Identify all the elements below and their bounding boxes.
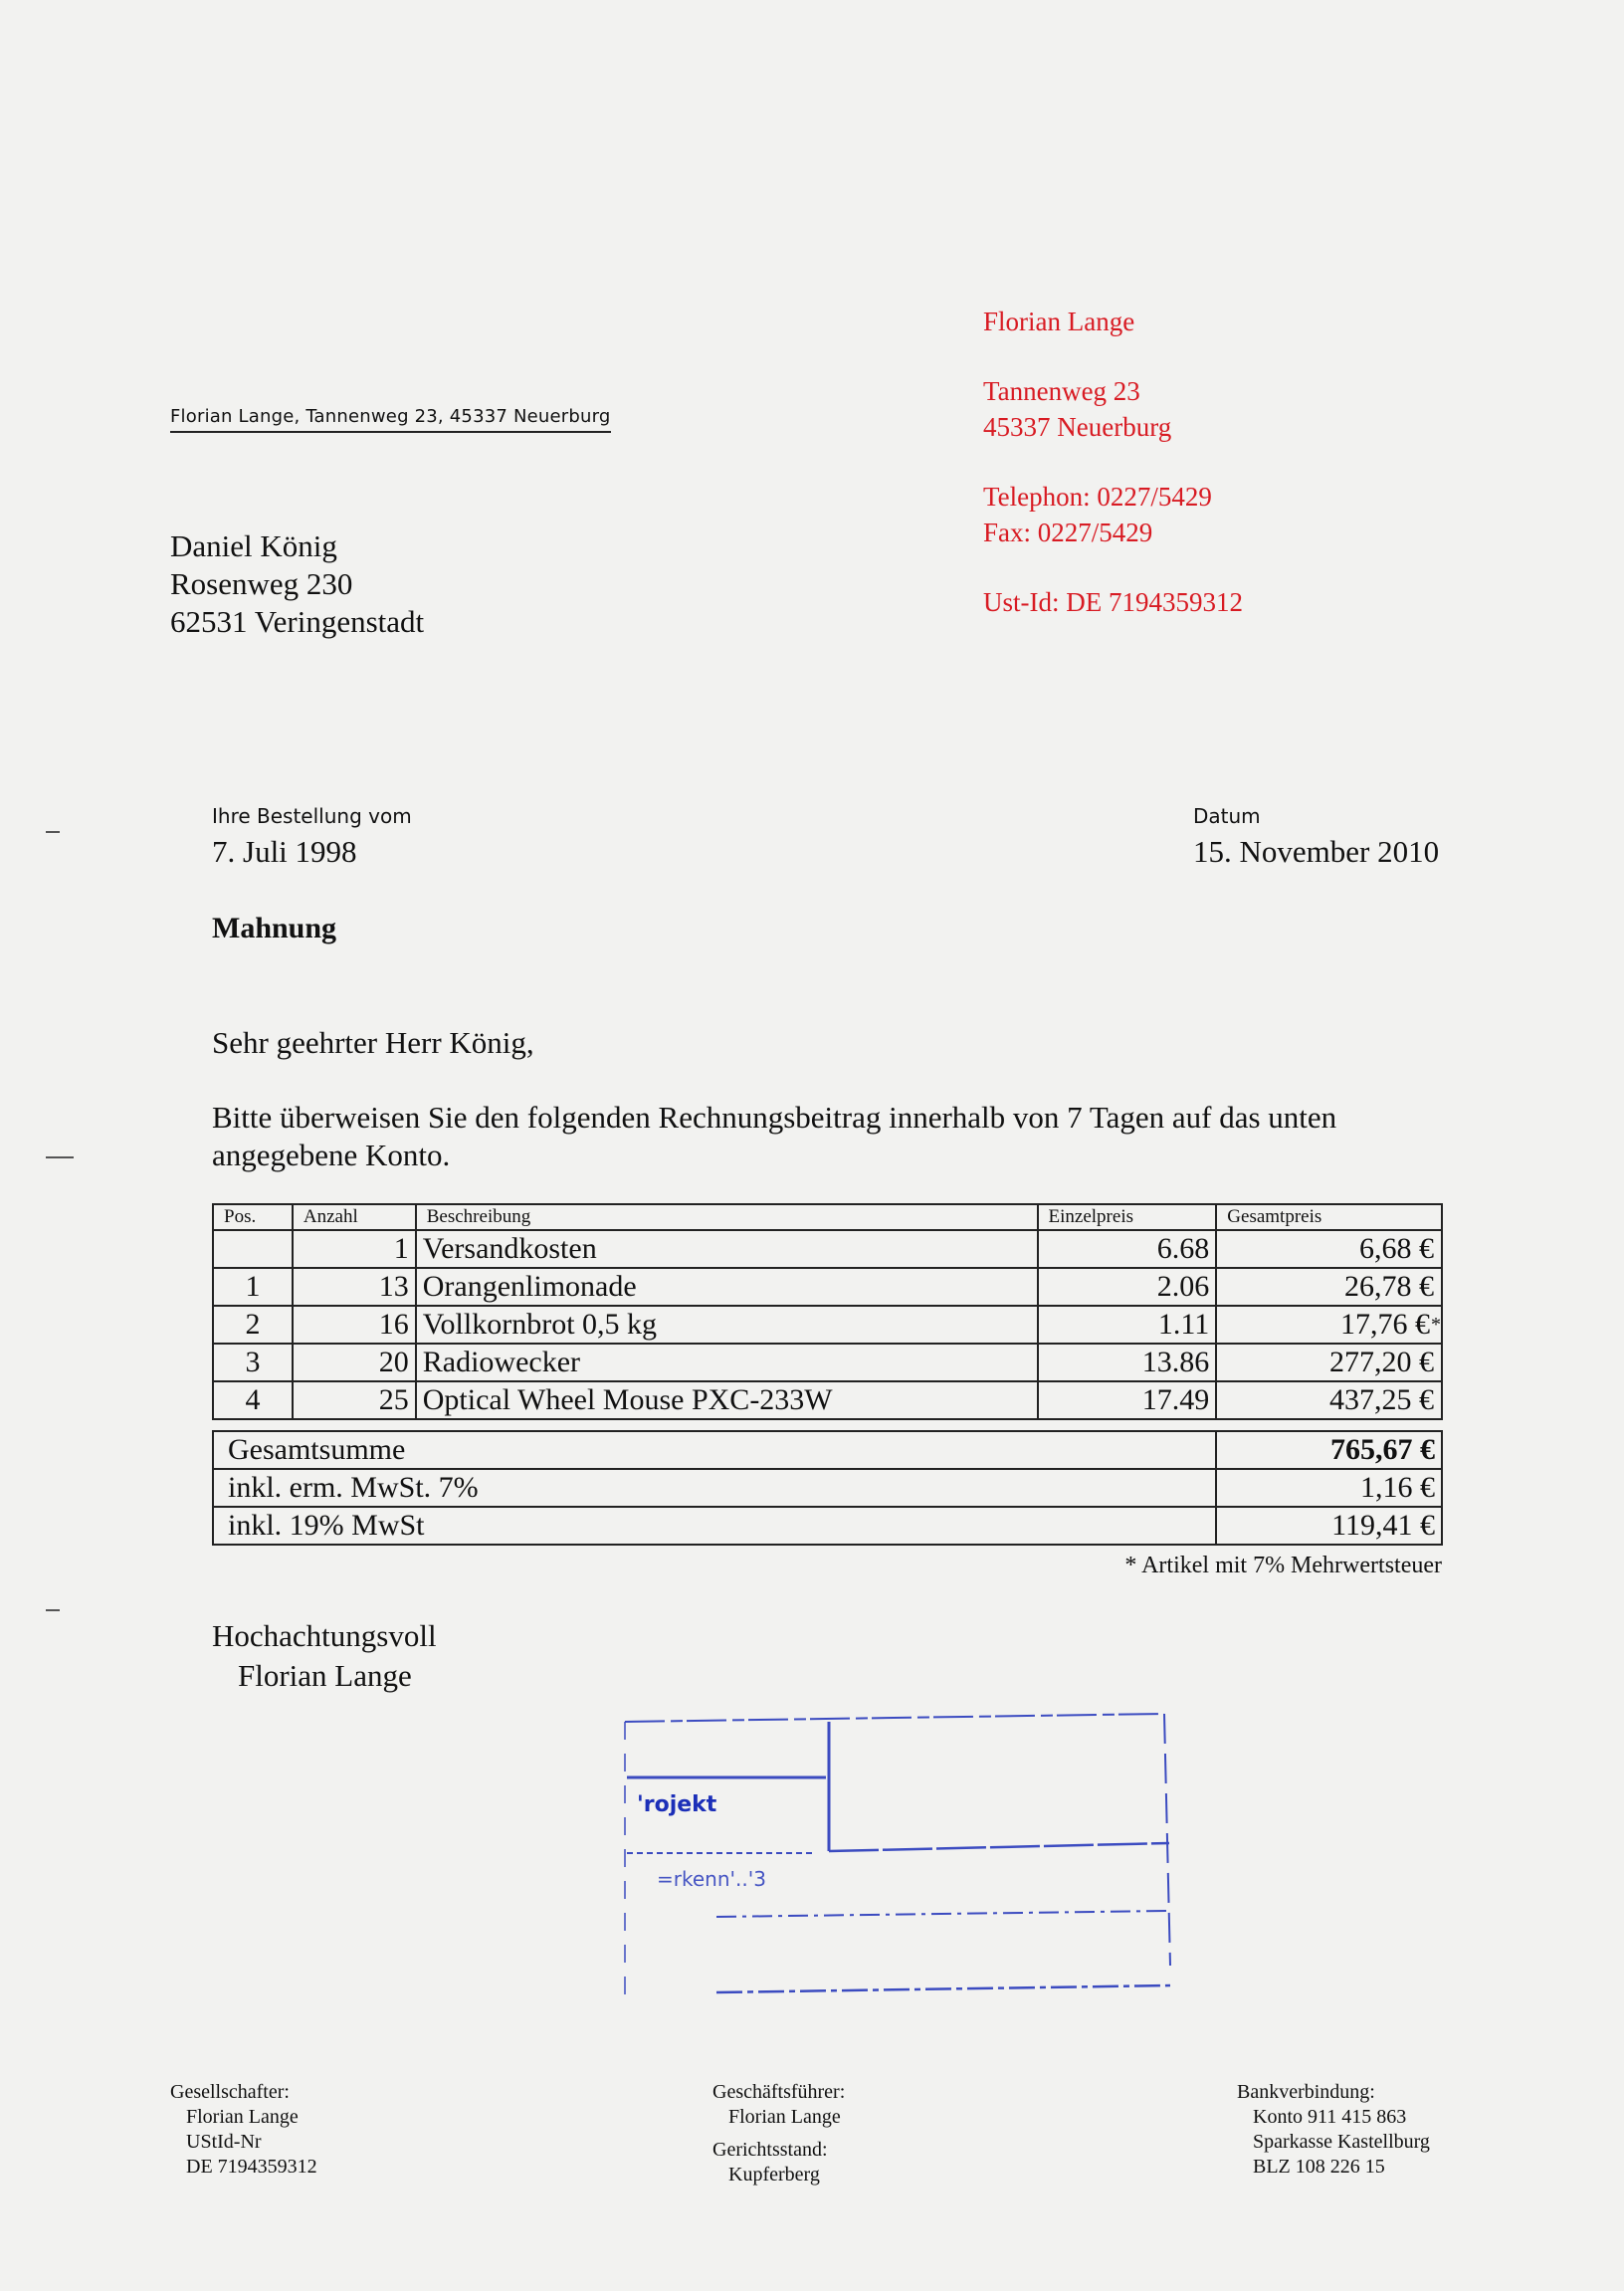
table-row (213, 1230, 1442, 1268)
vat-standard-value: 119,41 € (1216, 1507, 1442, 1545)
footer-vat-label: UStId-Nr (186, 2131, 262, 2153)
total-label: Gesamtsumme (213, 1431, 1216, 1469)
footer-management (712, 2080, 845, 2187)
header-description: Beschreibung (416, 1204, 1038, 1230)
table-row (213, 1268, 1442, 1306)
total-value: 765,67 € (1216, 1431, 1442, 1469)
cell-qty: 25 (293, 1381, 416, 1419)
vat-standard-label: inkl. 19% MwSt (213, 1507, 1216, 1545)
footnote: * Artikel mit 7% Mehrwertsteuer (1124, 1553, 1442, 1578)
footer-bank-label: Bankverbindung: (1237, 2081, 1375, 2103)
table-header-row (213, 1204, 1442, 1230)
closing-name: Florian Lange (238, 1658, 412, 1693)
cell-pos: 1 (213, 1268, 293, 1306)
cell-qty: 13 (293, 1268, 416, 1306)
cell-total: 17,76 €* (1216, 1306, 1442, 1344)
cell-unit-price: 6.68 (1038, 1230, 1217, 1268)
recipient-name: Daniel König (170, 528, 337, 563)
stamp-text-recognition: =rkenn'..'3 (657, 1867, 766, 1891)
cell-qty: 20 (293, 1344, 416, 1381)
footer-bank-code: BLZ 108 226 15 (1253, 2156, 1385, 2178)
footer-account: Konto 911 415 863 (1253, 2106, 1407, 2128)
intro-paragraph: Bitte überweisen Sie den folgenden Rechnungsbeitrag innerhalb von 7 Tagen auf das unten angegebene Konto. (212, 1100, 1337, 1172)
order-date-value: 7. Juli 1998 (212, 834, 357, 869)
cell-description: Versandkosten (416, 1230, 1038, 1268)
header-qty: Anzahl (293, 1204, 416, 1230)
cell-pos: 2 (213, 1306, 293, 1344)
cell-description: Radiowecker (416, 1344, 1038, 1381)
cell-description: Orangenlimonade (416, 1268, 1038, 1306)
cell-description: Optical Wheel Mouse PXC-233W (416, 1381, 1038, 1419)
footer-management-label: Geschäftsführer: (712, 2081, 846, 2103)
header-total-price: Gesamtpreis (1216, 1204, 1442, 1230)
subject-heading: Mahnung (212, 912, 337, 944)
recipient-address (170, 527, 424, 641)
letterhead-vat-id: Ust-Id: DE 7194359312 (983, 587, 1243, 617)
letter-date-label: Datum (1193, 804, 1261, 828)
footer-bank (1237, 2080, 1430, 2180)
letterhead-name: Florian Lange (983, 307, 1135, 336)
stamp-text-project: 'rojekt (637, 1792, 717, 1817)
letterhead-contact (983, 479, 1243, 550)
fold-mark-bottom (46, 1609, 60, 1611)
footer-management-name: Florian Lange (728, 2106, 841, 2128)
letterhead-phone: Telephon: 0227/5429 (983, 482, 1212, 512)
vat-standard-row (213, 1507, 1442, 1545)
recipient-city: 62531 Veringenstadt (170, 604, 425, 639)
vat-reduced-label: inkl. erm. MwSt. 7% (213, 1469, 1216, 1507)
letterhead (983, 304, 1243, 620)
cell-pos: 3 (213, 1344, 293, 1381)
footer-vat-id: DE 7194359312 (186, 2156, 317, 2178)
table-spacer (213, 1419, 1442, 1431)
cell-unit-price: 2.06 (1038, 1268, 1217, 1306)
order-date-block (212, 804, 412, 870)
footnote-marker: * (1431, 1314, 1441, 1336)
total-row (213, 1431, 1442, 1469)
cell-total: 277,20 € (1216, 1344, 1442, 1381)
footer-bank-name: Sparkasse Kastellburg (1253, 2131, 1430, 2153)
footer-jurisdiction: Kupferberg (728, 2164, 820, 2186)
letterhead-street: Tannenweg 23 (983, 376, 1140, 406)
header-pos: Pos. (213, 1204, 293, 1230)
sender-return-line: Florian Lange, Tannenweg 23, 45337 Neuerburg (170, 406, 611, 433)
order-date-label: Ihre Bestellung vom (212, 804, 412, 828)
table-row (213, 1381, 1442, 1419)
letter-date-value: 15. November 2010 (1193, 834, 1440, 869)
cell-unit-price: 13.86 (1038, 1344, 1217, 1381)
cell-pos: 4 (213, 1381, 293, 1419)
cell-pos (213, 1230, 293, 1268)
fold-mark-top (46, 831, 60, 833)
cell-unit-price: 1.11 (1038, 1306, 1217, 1344)
letterhead-address (983, 373, 1243, 445)
closing (212, 1616, 437, 1696)
cell-description: Vollkornbrot 0,5 kg (416, 1306, 1038, 1344)
punch-mark (46, 1156, 74, 1158)
company-stamp (617, 1712, 1174, 2010)
letter-date-block (1193, 804, 1439, 870)
cell-unit-price: 17.49 (1038, 1381, 1217, 1419)
salutation: Sehr geehrter Herr König, (212, 1025, 534, 1060)
cell-qty: 16 (293, 1306, 416, 1344)
cell-total: 437,25 € (1216, 1381, 1442, 1419)
cell-qty: 1 (293, 1230, 416, 1268)
header-unit-price: Einzelpreis (1038, 1204, 1217, 1230)
letterhead-city: 45337 Neuerburg (983, 412, 1172, 442)
letterhead-fax: Fax: 0227/5429 (983, 518, 1153, 547)
recipient-street: Rosenweg 230 (170, 566, 353, 601)
table-row (213, 1306, 1442, 1344)
closing-greeting: Hochachtungsvoll (212, 1618, 437, 1653)
invoice-table (212, 1203, 1443, 1546)
cell-total: 26,78 € (1216, 1268, 1442, 1306)
table-row (213, 1344, 1442, 1381)
vat-reduced-value: 1,16 € (1216, 1469, 1442, 1507)
footer-partners (170, 2080, 317, 2180)
footer-jurisdiction-label: Gerichtsstand: (712, 2139, 828, 2161)
cell-total: 6,68 € (1216, 1230, 1442, 1268)
footer-partners-name: Florian Lange (186, 2106, 299, 2128)
vat-reduced-row (213, 1469, 1442, 1507)
footer-partners-label: Gesellschafter: (170, 2081, 290, 2103)
